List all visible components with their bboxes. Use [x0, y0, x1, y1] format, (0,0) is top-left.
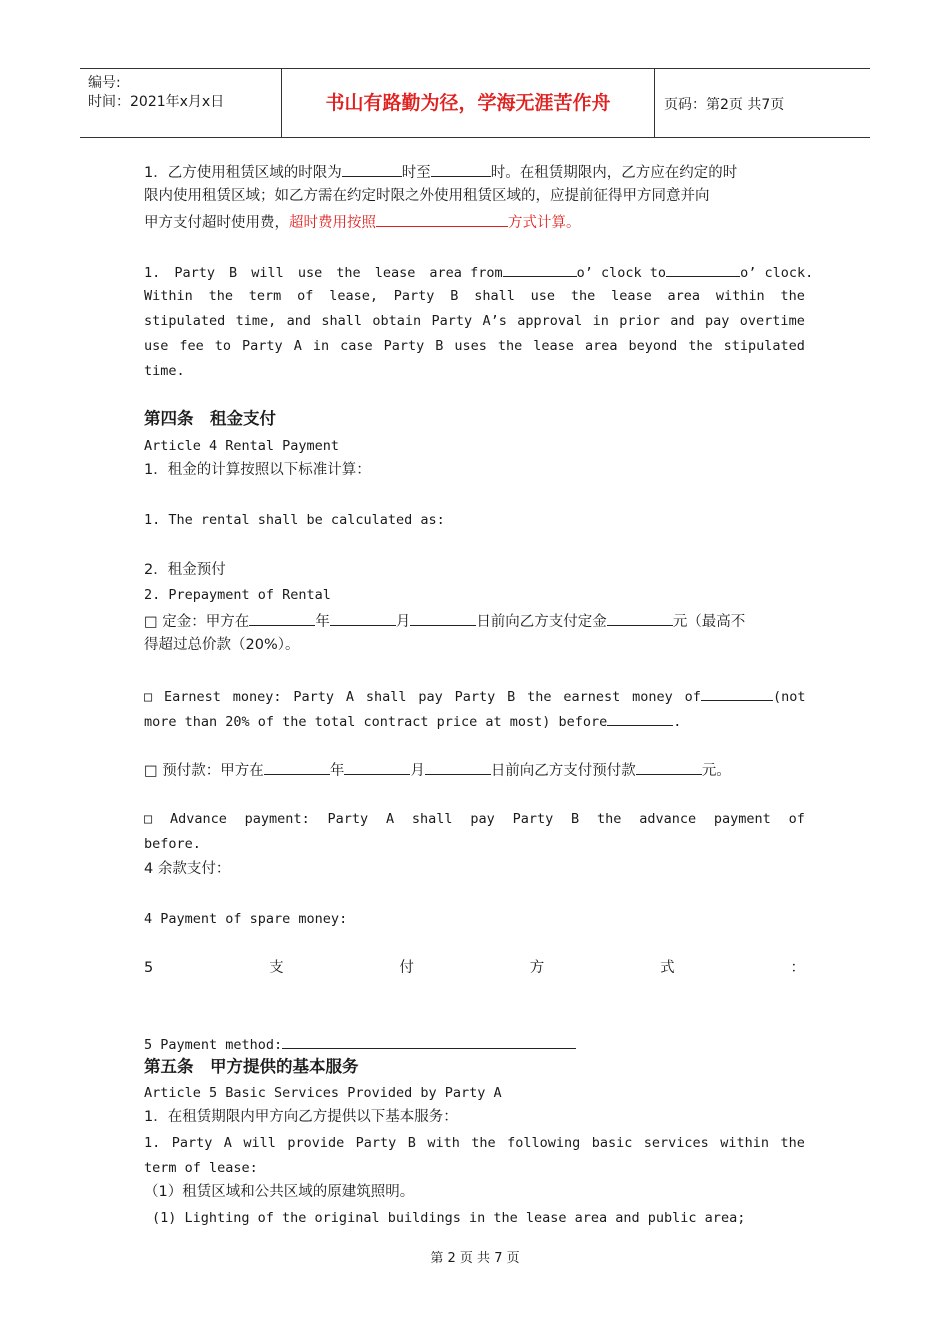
word: pay: [470, 811, 495, 827]
word: A: [293, 338, 302, 354]
blank-to-hour: [666, 262, 740, 277]
word: Party: [171, 1135, 213, 1151]
word: stipulated: [723, 338, 805, 354]
word: B: [571, 811, 580, 827]
word: shall: [411, 811, 453, 827]
code-label: 编号:: [88, 75, 121, 91]
word: provide: [287, 1135, 345, 1151]
word: overtime: [739, 313, 805, 329]
deposit-en-words: [144, 688, 701, 706]
word: Party: [355, 1135, 397, 1151]
deposit-en-line-1: □ Earnest money: Party A shall pay Party B the earnest money of (not: [144, 686, 806, 706]
word: use: [530, 288, 556, 304]
word: in: [312, 338, 330, 354]
page-header: [80, 68, 870, 138]
word: within: [720, 1135, 770, 1151]
word: Advance: [169, 811, 227, 827]
art4-item4-zh: 4 余款支付：: [144, 861, 231, 877]
word: uses: [454, 338, 487, 354]
word: A: [345, 689, 355, 705]
blank-end-hour: [431, 162, 491, 177]
word: shall: [474, 288, 515, 304]
art4-item5-en: 5 Payment method:: [144, 1034, 576, 1054]
word: Party: [242, 338, 283, 354]
word: case: [340, 338, 373, 354]
deposit-en-line-2: more than 20% of the total contract price at most) before .: [144, 711, 681, 731]
article-4-heading: 第四条 租金支付: [144, 409, 276, 428]
blank-deposit-day: [410, 611, 476, 626]
art5-item1-zh: 1．在租赁期限内甲方向乙方提供以下基本服务：: [144, 1109, 458, 1125]
word: the: [780, 1135, 805, 1151]
word: 1.: [144, 1135, 161, 1151]
deposit-zh-line-1: □ 定金：甲方在 年 月 日前向乙方支付定金 元（最高不: [144, 611, 745, 631]
blank-payment-method: [282, 1034, 576, 1049]
article-5-heading: 第五条 甲方提供的基本服务: [144, 1057, 359, 1076]
word: the: [336, 265, 361, 281]
blank-advance-year: [264, 760, 330, 775]
blank-advance-month: [344, 760, 410, 775]
word: area: [667, 288, 701, 304]
word: within: [715, 288, 765, 304]
word: following: [507, 1135, 581, 1151]
article-4-heading-en: Article 4 Rental Payment: [144, 438, 340, 454]
word: A: [385, 811, 395, 827]
p1-en-line-5: time.: [144, 363, 185, 379]
word: to: [214, 338, 232, 354]
word: and: [286, 313, 312, 329]
word: the: [208, 288, 233, 304]
word: □: [144, 811, 153, 827]
art4-item1-en: 1. The rental shall be calculated as:: [144, 512, 445, 528]
word: will: [251, 265, 284, 281]
word: lease: [533, 338, 574, 354]
word: prior: [619, 313, 660, 329]
word: ：: [790, 960, 805, 976]
word: of: [788, 811, 805, 827]
word: 式: [660, 960, 675, 976]
word: Party: [393, 288, 435, 304]
word: A’s: [482, 313, 507, 329]
advance-en-line-2: before.: [144, 836, 201, 852]
word: money:: [232, 689, 282, 705]
deposit-zh-line-2: 得超过总价款（20%）。: [144, 637, 300, 653]
word: area: [429, 265, 462, 281]
art5-sub1-zh: （1）租赁区域和公共区域的原建筑照明。: [144, 1184, 415, 1200]
word: 支: [269, 960, 284, 976]
blank-earnest-before: [607, 711, 673, 726]
art4-item2-en: 2. Prepayment of Rental: [144, 587, 331, 603]
word: area: [584, 338, 618, 354]
word: pay: [418, 689, 443, 705]
advance-zh-line: □ 预付款：甲方在 年 月 日前向乙方支付预付款 元。: [144, 760, 731, 780]
p1-zh-line-1: 1．乙方使用租赁区域的时限为 时至 时。在租赁期限内，乙方应在约定的时: [144, 162, 737, 182]
word: will: [243, 1135, 276, 1151]
word: Within: [144, 288, 193, 304]
word: basic: [591, 1135, 633, 1151]
word: the: [570, 288, 596, 304]
blank-earnest-money: [701, 686, 773, 701]
word: B: [450, 288, 459, 304]
word: shall: [321, 313, 363, 329]
word: payment:: [244, 811, 310, 827]
blank-deposit-year: [249, 611, 315, 626]
page-footer: 第 2 页 共 7 页: [430, 1251, 520, 1266]
word: in: [592, 313, 609, 329]
word: money: [632, 689, 673, 705]
word: shall: [365, 689, 407, 705]
art5-item1-en-line-1: [144, 1134, 805, 1152]
p1-zh-line-3: 甲方支付超时使用费，超时费用按照 方式计算。: [144, 212, 581, 232]
word: 1.: [144, 265, 161, 281]
word: term: [248, 288, 282, 304]
p1-en-line-4: [144, 337, 805, 355]
time-label: 时间：2021年x月x日: [88, 94, 225, 110]
word: pay: [705, 313, 730, 329]
art4-item2-zh: 2．租金预付: [144, 562, 226, 578]
word: B: [407, 1135, 416, 1151]
word: lease: [374, 265, 416, 281]
word: and: [670, 313, 695, 329]
blank-from-hour: [503, 262, 577, 277]
word: obtain: [372, 313, 422, 329]
word: the: [596, 811, 622, 827]
word: the: [527, 689, 552, 705]
word: lease,: [329, 288, 378, 304]
art4-item4-en: 4 Payment of spare money:: [144, 911, 348, 927]
p1-en-line-3: [144, 312, 805, 330]
page-number-label: 页码：第2页 共7页: [664, 97, 785, 113]
art4-item5-zh: [144, 959, 805, 977]
word: beyond: [628, 338, 678, 354]
art5-item1-en-line-2: term of lease:: [144, 1160, 258, 1176]
word: approval: [517, 313, 583, 329]
word: B: [435, 338, 444, 354]
word: time,: [235, 313, 277, 329]
word: 5: [144, 960, 154, 976]
word: the: [688, 338, 713, 354]
word: the: [497, 338, 523, 354]
p1-en-l1-words: [144, 264, 462, 282]
p1-en-line-2: [144, 287, 805, 305]
p1-en-line-1: 1. Party B will use the lease area from o’ clock to o’ clock.: [144, 262, 813, 282]
word: B: [229, 265, 238, 281]
advance-en-line-1: [144, 810, 805, 828]
word: earnest: [563, 689, 621, 705]
word: Party: [174, 265, 215, 281]
word: fee: [179, 338, 204, 354]
motto: 书山有路勤为径，学海无涯苦作舟: [282, 69, 655, 137]
word: 付: [399, 960, 414, 976]
word: with: [427, 1135, 460, 1151]
word: Party: [454, 689, 496, 705]
blank-deposit-month: [330, 611, 396, 626]
word: advance: [639, 811, 697, 827]
word: □: [144, 689, 153, 705]
word: lease: [611, 288, 652, 304]
art4-item1-zh: 1．租金的计算按照以下标准计算：: [144, 462, 371, 478]
word: Earnest: [164, 689, 221, 705]
blank-start-hour: [342, 162, 402, 177]
word: of: [684, 689, 701, 705]
blank-advance-day: [425, 760, 491, 775]
word: payment: [713, 811, 771, 827]
word: the: [780, 288, 805, 304]
word: Party: [383, 338, 425, 354]
word: Party: [293, 689, 335, 705]
header-info-cell: [80, 69, 282, 137]
word: use: [144, 338, 169, 354]
word: the: [471, 1135, 496, 1151]
blank-deposit-amount: [607, 611, 673, 626]
word: services: [643, 1135, 709, 1151]
p1-zh-line-2: 限内使用租赁区域；如乙方需在约定时限之外使用租赁区域的，应提前征得甲方同意并向: [144, 188, 710, 204]
word: Party: [512, 811, 554, 827]
article-5-heading-en: Article 5 Basic Services Provided by Party A: [144, 1085, 502, 1101]
word: 方: [529, 960, 545, 976]
word: B: [507, 689, 516, 705]
word: use: [297, 265, 323, 281]
blank-overtime-method: [376, 212, 508, 227]
art5-sub1-en: (1) Lighting of the original buildings in the lease area and public area;: [152, 1210, 746, 1226]
word: of: [297, 288, 314, 304]
blank-advance-amount: [636, 760, 702, 775]
word: stipulated: [144, 313, 226, 329]
word: Party: [327, 811, 369, 827]
word: A: [223, 1135, 232, 1151]
word: Party: [431, 313, 473, 329]
